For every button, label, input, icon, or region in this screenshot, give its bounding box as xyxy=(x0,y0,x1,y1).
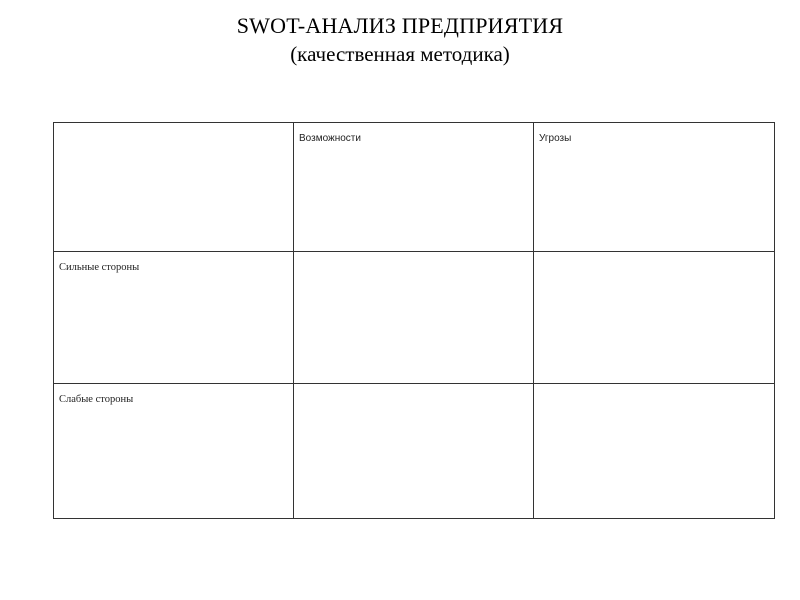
table-row-strengths xyxy=(54,252,775,384)
header-corner-cell xyxy=(54,123,294,252)
header-opportunities: Возможности xyxy=(294,123,534,252)
table-row-weaknesses xyxy=(54,384,775,519)
swot-matrix-table xyxy=(53,122,775,519)
cell-weaknesses-opportunities xyxy=(294,384,534,519)
title-main: SWOT-АНАЛИЗ ПРЕДПРИЯТИЯ xyxy=(236,13,564,38)
cell-strengths-threats xyxy=(534,252,775,384)
row-label-strengths: Сильные стороны xyxy=(54,252,294,384)
cell-weaknesses-threats xyxy=(534,384,775,519)
page-title xyxy=(0,12,800,68)
header-threats: Угрозы xyxy=(534,123,775,252)
table-header-row xyxy=(54,123,775,252)
cell-strengths-opportunities xyxy=(294,252,534,384)
row-label-weaknesses: Слабые стороны xyxy=(54,384,294,519)
title-subtitle: (качественная методика) xyxy=(290,42,510,66)
